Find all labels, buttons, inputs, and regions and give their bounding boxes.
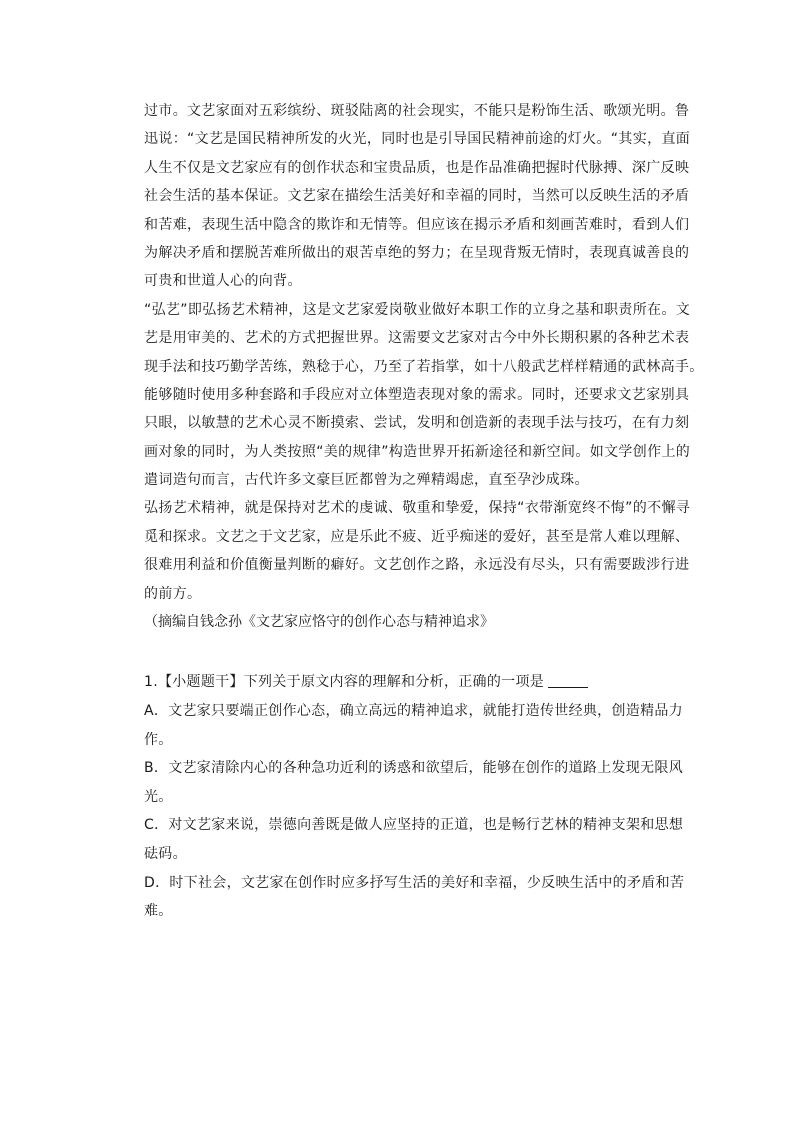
answer-blank[interactable] xyxy=(548,671,588,688)
passage-line: 遣词造句而言，古代许多文豪巨匠都曾为之殚精竭虑，直至孕沙成珠。 xyxy=(144,472,589,489)
option-a-line: 作。 xyxy=(144,731,173,748)
passage xyxy=(144,97,704,636)
passage-line: 只眼，以敏慧的艺术心灵不断摸索、尝试，发明和创造新的表现手法与技巧，在有力刻 xyxy=(144,415,690,432)
passage-line: 能够随时使用多种套路和手段应对立体塑造表现对象的需求。同时，还要求文艺家别具 xyxy=(144,386,690,403)
passage-line: 社会生活的基本保证。文艺家在描绘生活美好和幸福的同时，当然可以反映生活的矛盾 xyxy=(144,188,690,205)
question-block xyxy=(144,668,685,925)
passage-line: “弘艺”即弘扬艺术精神，这是文艺家爱岗敬业做好本职工作的立身之基和职责所在。文 xyxy=(144,301,691,318)
option-d-line: 难。 xyxy=(144,903,173,920)
question-stem: 1.【小题题干】下列关于原文内容的理解和分析，正确的一项是 xyxy=(144,674,545,691)
passage-line: 艺是用审美的、艺术的方式把握世界。这需要文艺家对古今中外长期积累的各种艺术表 xyxy=(144,330,690,347)
passage-line: 画对象的同时，为人类按照“美的规律”构造世界开拓新途径和新空间。如文学创作上的 xyxy=(144,443,691,460)
passage-line: 过市。文艺家面对五彩缤纷、斑驳陆离的社会现实，不能只是粉饰生活、歌颂光明。鲁 xyxy=(144,103,690,119)
option-a-line: A．文艺家只要端正创作心态，确立高远的精神追求，就能打造传世经典，创造精品力 xyxy=(144,703,683,720)
passage-line: 可贵和世道人心的向背。 xyxy=(144,273,302,290)
passage-line: 和苦难，表现生活中隐含的欺诈和无情等。但应该在揭示矛盾和刻画苦难时，看到人们 xyxy=(144,216,690,233)
option-c-line: C．对文艺家来说，崇德向善既是做人应坚持的正道，也是畅行艺林的精神支架和思想 xyxy=(144,817,684,834)
passage-line: 的前方。 xyxy=(144,585,202,602)
passage-line: 觅和探求。文艺之于文艺家，应是乐此不疲、近乎痴迷的爱好，甚至是常人难以理解、 xyxy=(144,528,690,545)
passage-line: 迅说：“文艺是国民精神所发的火光，同时也是引导国民精神前途的灯火。“其实，直面 xyxy=(144,131,691,148)
passage-source: （摘编自钱念孙《文艺家应恪守的创作心态与精神追求》 xyxy=(144,614,494,631)
passage-line: 人生不仅是文艺家应有的创作状态和宝贵品质，也是作品准确把握时代脉搏、深广反映 xyxy=(144,159,690,176)
option-b-line: B．文艺家清除内心的各种急功近利的诱惑和欲望后，能够在创作的道路上发现无限风 xyxy=(144,760,684,777)
passage-line: 很难用利益和价值衡量判断的癖好。文艺创作之路，永远没有尽头，只有需要跋涉行进 xyxy=(144,557,690,574)
section-spacer xyxy=(144,636,660,668)
option-d-line: D．时下社会，文艺家在创作时应多抒写生活的美好和幸福，少反映生活中的矛盾和苦 xyxy=(144,874,685,891)
option-c-line: 砝码。 xyxy=(144,845,187,862)
passage-line: 弘扬艺术精神，就是保持对艺术的虔诚、敬重和挚爱，保持“衣带渐宽终不悔”的不懈寻 xyxy=(144,500,691,517)
passage-line: 为解决矛盾和摆脱苦难所做出的艰苦卓绝的努力；在呈现背叛无情时，表现真诚善良的 xyxy=(144,244,690,261)
question-stem-line xyxy=(144,668,660,697)
option-b-line: 光。 xyxy=(144,788,173,805)
passage-line: 现手法和技巧勤学苦练，熟稔于心，乃至了若指掌，如十八般武艺样样精通的武林高手。 xyxy=(144,358,704,375)
page-content xyxy=(144,97,704,926)
